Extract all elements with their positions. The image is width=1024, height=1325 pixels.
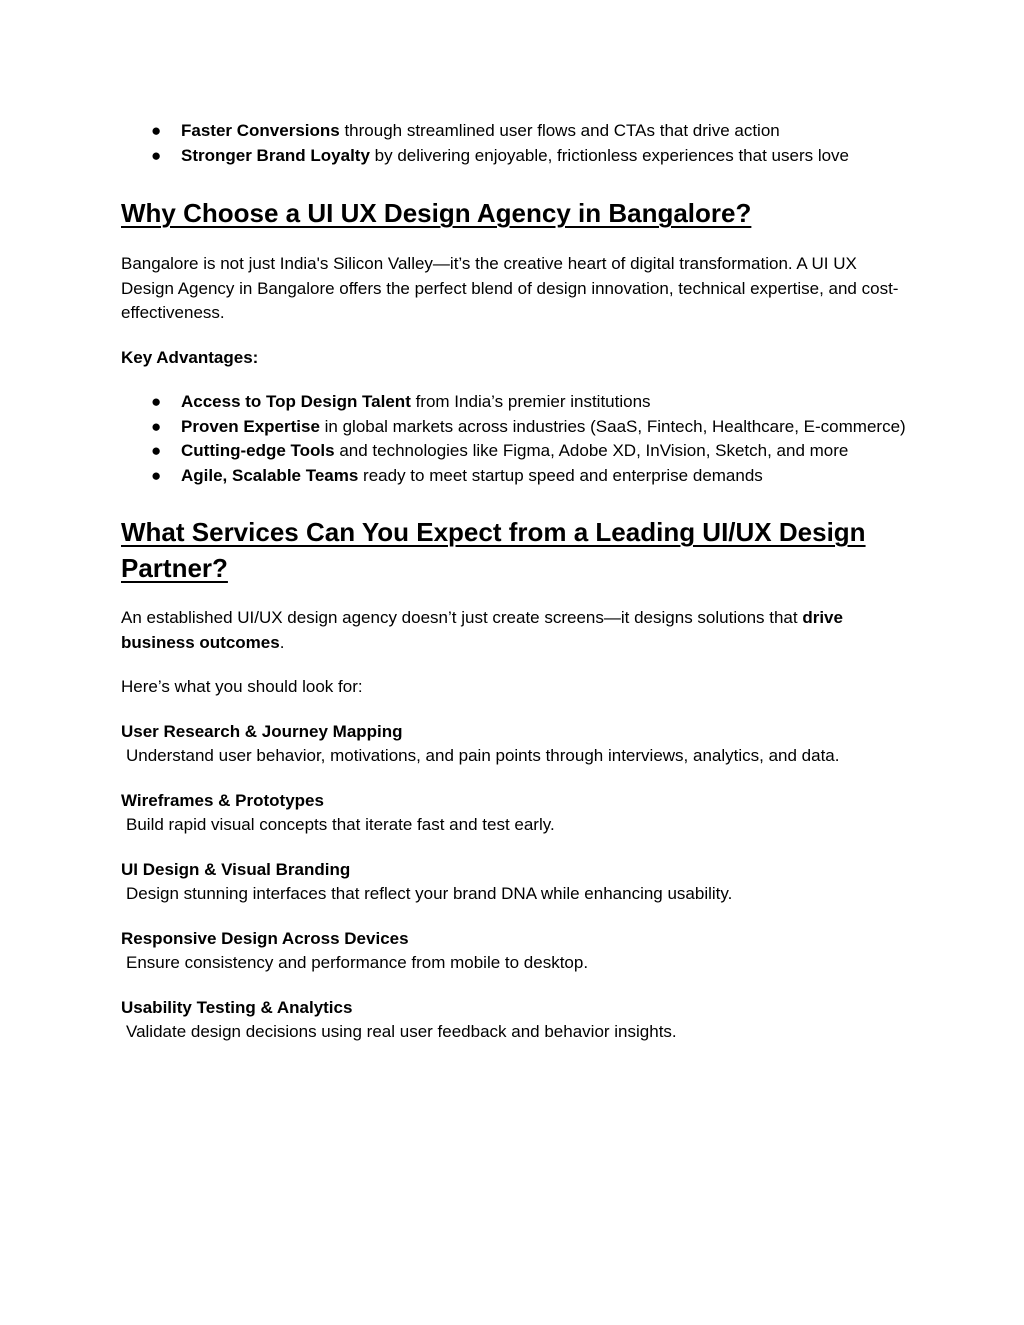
list-item [121,119,911,144]
advantages-bullet-list [121,390,911,488]
service-title-text: UI Design & Visual Branding [121,859,351,879]
list-item-bold: Stronger Brand Loyalty [181,145,370,165]
service-block [121,996,911,1045]
list-item-text: and technologies like Figma, Adobe XD, InVision, Sketch, and more [334,441,849,460]
bullet-icon: ● [151,465,162,485]
list-item [121,144,911,169]
service-title [121,789,911,814]
list-item-bold: Access to Top Design Talent [181,392,411,411]
bullet-icon: ● [151,121,162,140]
bullet-icon: ● [151,392,162,411]
service-description: Ensure consistency and performance from mobile to desktop. [126,953,589,972]
service-title-text: Wireframes & Prototypes [121,790,324,810]
list-item [121,464,911,489]
intro-bullet-list [121,119,911,168]
service-title-text: User Research & Journey Mapping [121,721,403,741]
service-description: Validate design decisions using real user feedback and behavior insights. [126,1022,677,1041]
list-item-text: in global markets across industries (SaaS, Fintech, Healthcare, E-commerce) [319,416,906,436]
section-paragraph: Bangalore is not just India's Silicon Valley—it’s the creative heart of digital transformation. A UI UX Design Agency in Bangalore offers the perfect blend of design innovation, technical expertise, and cost-effectiveness. [121,254,899,322]
document-content [121,119,911,1045]
list-item-text: by delivering enjoyable, frictionless experiences that users love [369,145,850,165]
key-advantages-label-text: Key Advantages: [121,347,259,367]
section-heading-why-bangalore: Why Choose a UI UX Design Agency in Bangalore? [121,198,752,228]
service-block [121,858,911,907]
section-heading-services: What Services Can You Expect from a Leading UI/UX Design Partner? [121,517,866,583]
bullet-icon: ● [151,145,162,165]
service-title-text: Usability Testing & Analytics [121,997,353,1017]
list-item-text: through streamlined user flows and CTAs that drive action [339,121,780,140]
service-description: Understand user behavior, motivations, and pain points through interviews, analytics, and data. [126,746,840,765]
list-item [121,390,911,415]
services-intro-text: An established UI/UX design agency doesn’t just create screens—it designs solutions that [121,608,803,627]
look-for-text: Here’s what you should look for: [121,677,363,696]
list-item-text: ready to meet startup speed and enterprise demands [358,465,763,485]
services-intro-bold: drive business outcomes [121,608,843,652]
service-block [121,789,911,838]
list-item-bold: Agile, Scalable Teams [181,465,359,485]
list-item-bold: Cutting-edge Tools [181,441,335,460]
list-item-text: from India’s premier institutions [410,392,651,411]
service-description: Build rapid visual concepts that iterate fast and test early. [126,815,555,834]
service-block [121,927,911,976]
service-title [121,996,911,1021]
services-intro-paragraph [121,606,911,655]
key-advantages-label [121,346,911,371]
services-intro-end: . [279,632,285,652]
service-title [121,858,911,883]
list-item-bold: Proven Expertise [181,416,320,436]
bullet-icon: ● [151,416,162,436]
list-item [121,439,911,464]
service-title [121,720,911,745]
service-title [121,927,911,952]
list-item [121,415,911,440]
bullet-icon: ● [151,441,162,460]
list-item-bold: Faster Conversions [181,121,340,140]
service-description: Design stunning interfaces that reflect your brand DNA while enhancing usability. [126,884,733,903]
service-block [121,720,911,769]
service-title-text: Responsive Design Across Devices [121,928,409,948]
